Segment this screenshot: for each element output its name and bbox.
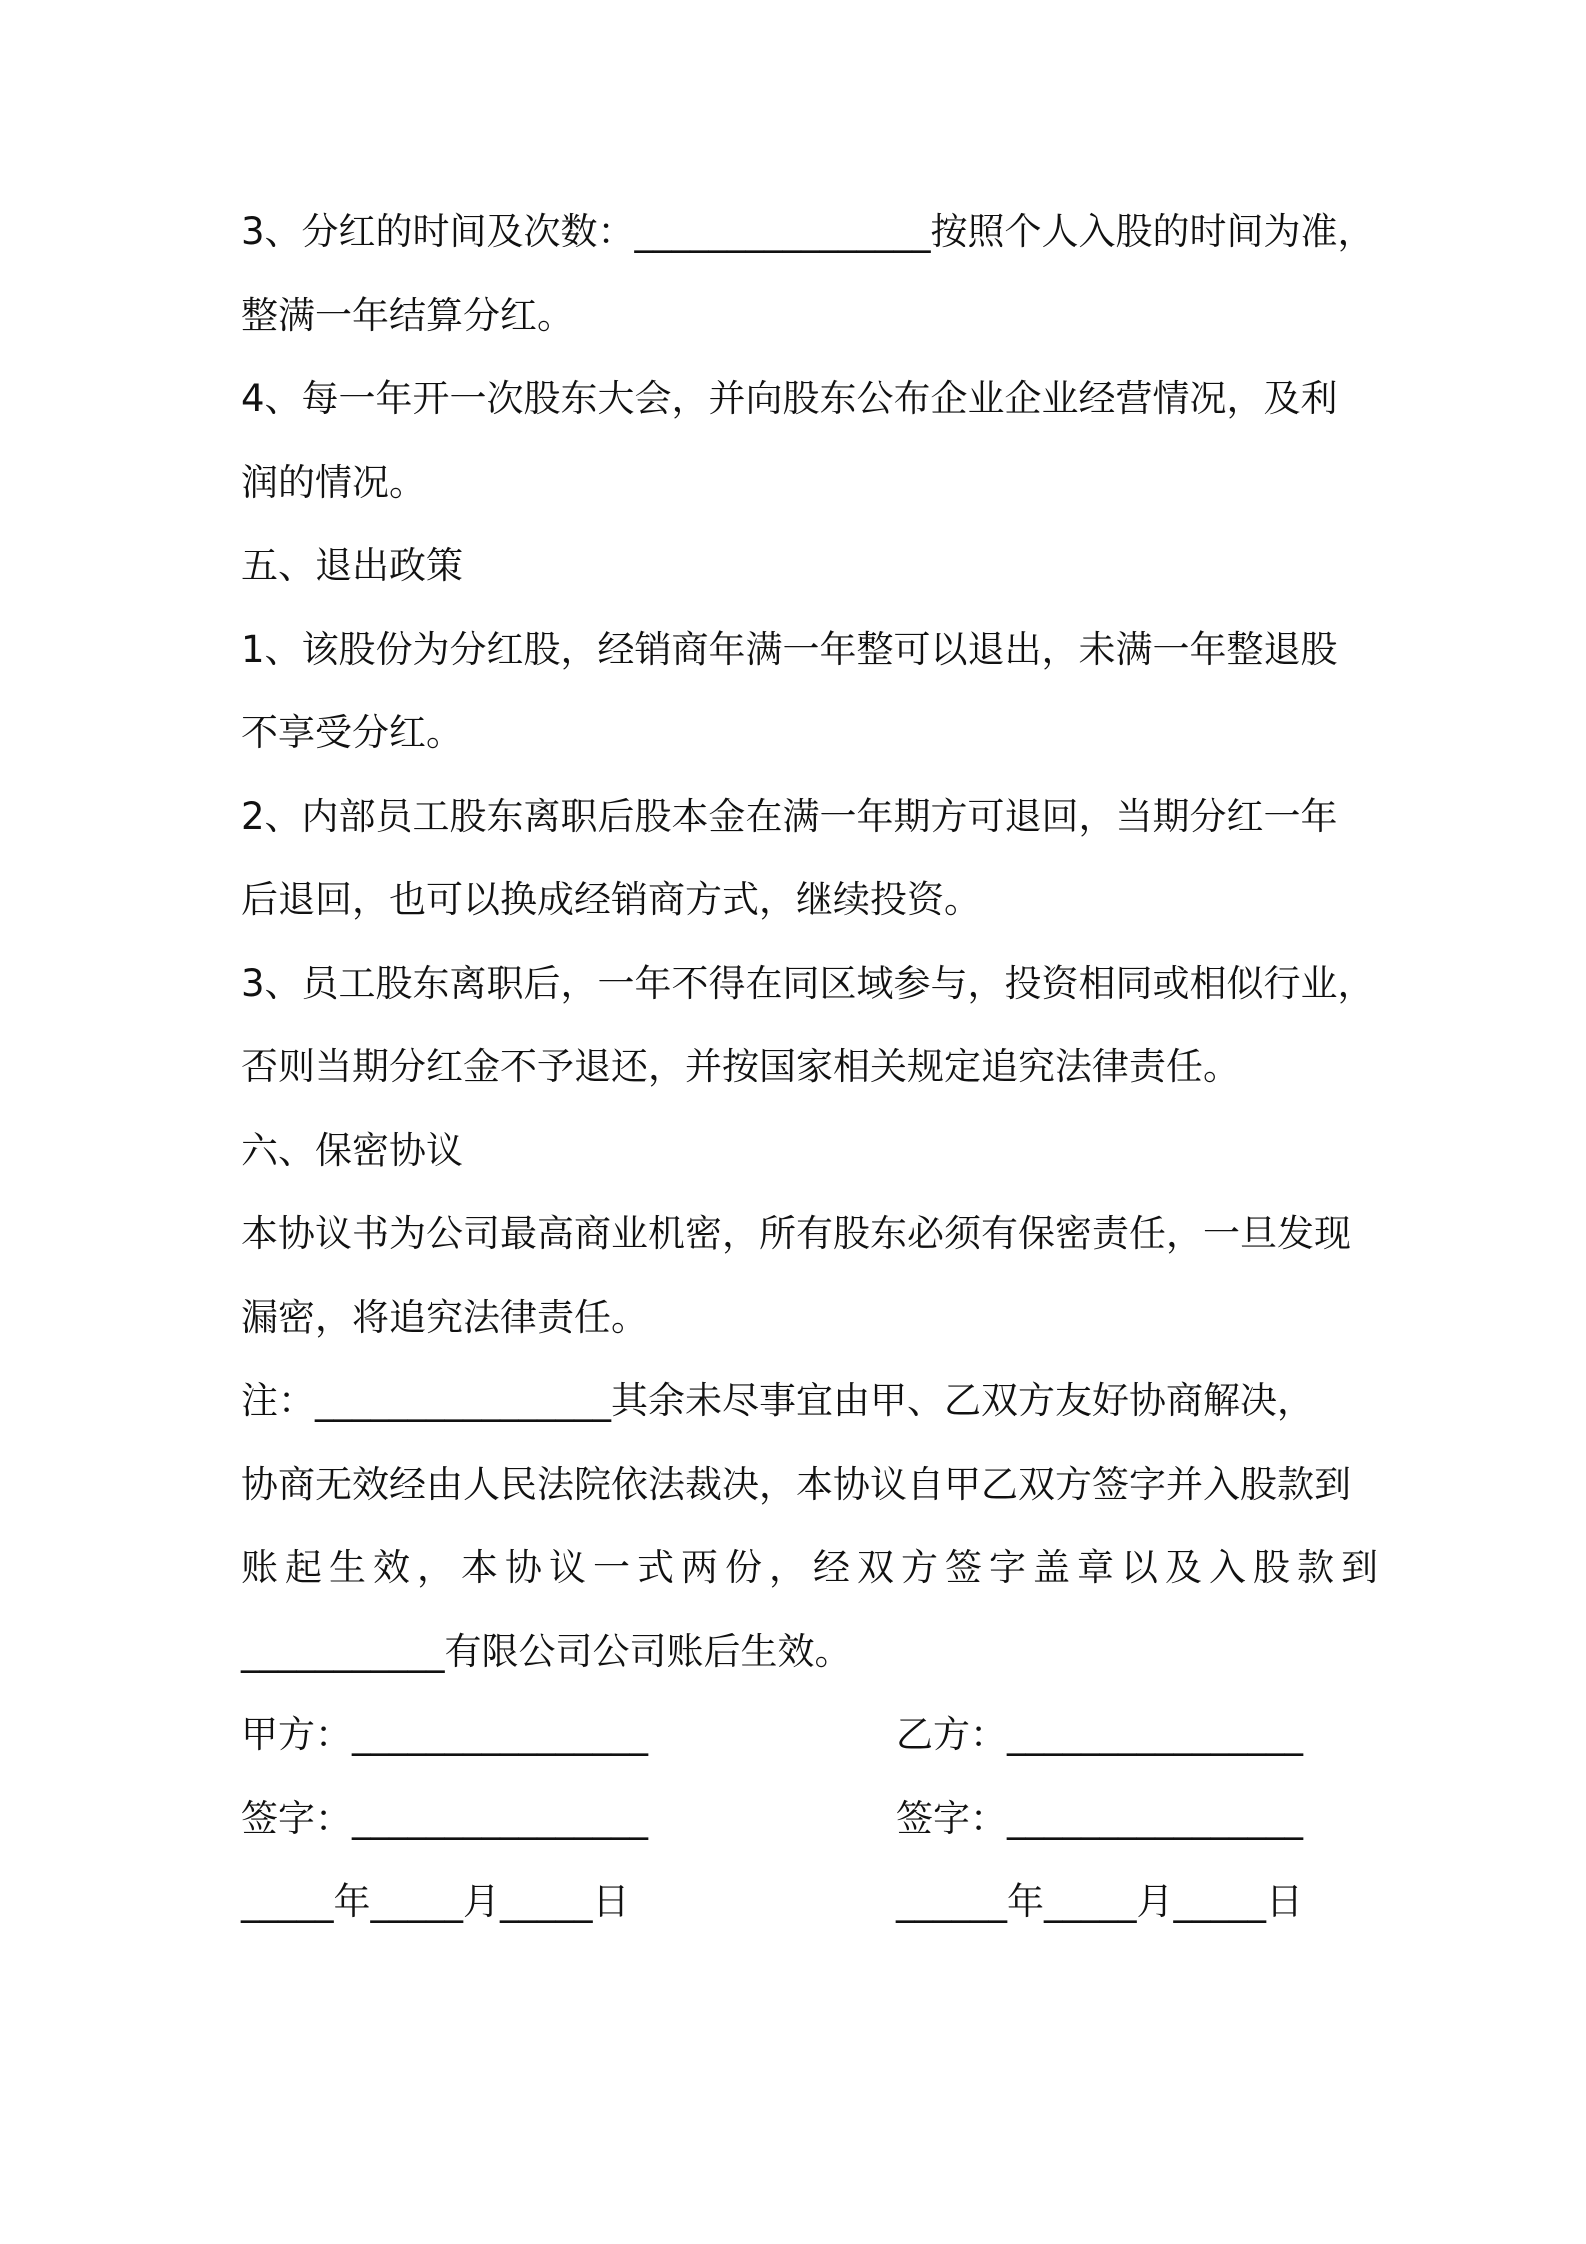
exit3-line2: 否则当期分红金不予退还，并按国家相关规定追究法律责任。 [241,1045,1240,1088]
note-line1: 注：________________其余未尽事宜由甲、乙双方友好协商解决， [241,1379,1314,1422]
party-b-field: 乙方：________________ [896,1713,1303,1756]
exit2-line2: 后退回，也可以换成经销商方式，继续投资。 [241,878,981,921]
item3-line2: 整满一年结算分红。 [241,294,574,337]
date-a-field: _____年_____月_____日 [241,1880,630,1923]
section6-heading: 六、保密协议 [241,1129,463,1172]
note-line3: 账起生效，本协议一式两份，经双方签字盖章以及入股款到 [241,1546,1385,1589]
exit1-line1: 1、该股份为分红股，经销商年满一年整可以退出，未满一年整退股 [241,628,1338,671]
confidential-line1: 本协议书为公司最高商业机密，所有股东必须有保密责任，一旦发现 [241,1212,1351,1255]
sign-a-field: 签字：________________ [241,1797,648,1840]
item3-line1: 3、分红的时间及次数：________________按照个人入股的时间为准， [241,210,1375,253]
confidential-line2: 漏密，将追究法律责任。 [241,1296,648,1339]
party-a-field: 甲方：________________ [241,1713,648,1756]
note-line4: ___________有限公司公司账后生效。 [241,1630,852,1673]
item4-line1: 4、每一年开一次股东大会，并向股东公布企业企业经营情况，及利 [241,377,1338,420]
note-line2: 协商无效经由人民法院依法裁决，本协议自甲乙双方签字并入股款到 [241,1463,1351,1506]
exit2-line1: 2、内部员工股东离职后股本金在满一年期方可退回，当期分红一年 [241,795,1338,838]
exit1-line2: 不享受分红。 [241,711,463,754]
exit3-line1: 3、员工股东离职后，一年不得在同区域参与，投资相同或相似行业， [241,962,1375,1005]
date-b-field: ______年_____月_____日 [896,1880,1303,1923]
section5-heading: 五、退出政策 [241,544,463,587]
sign-b-field: 签字：________________ [896,1797,1303,1840]
item4-line2: 润的情况。 [241,461,426,504]
